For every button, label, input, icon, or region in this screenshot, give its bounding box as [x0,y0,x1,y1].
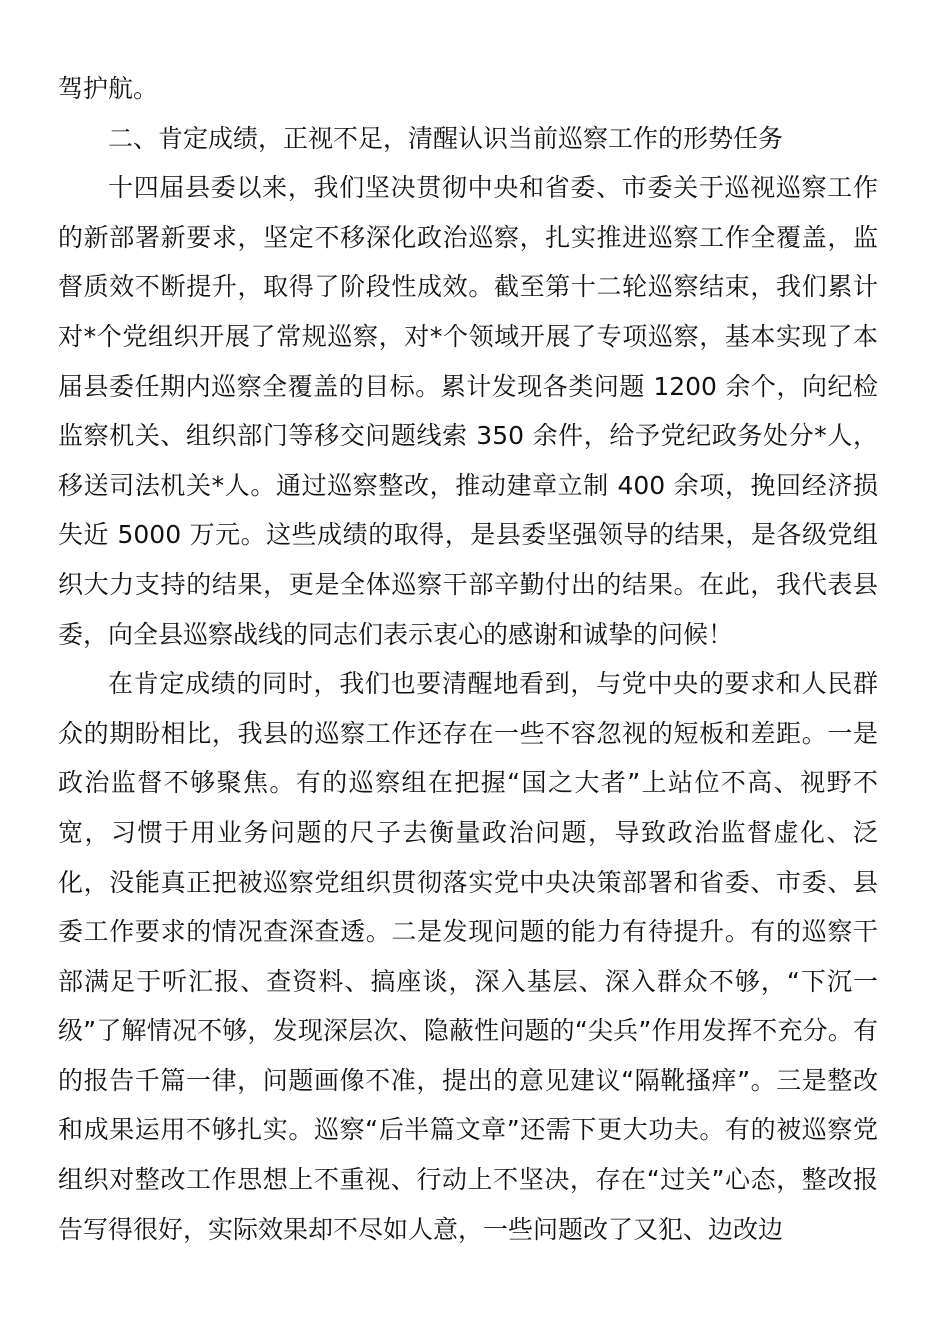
paragraph-achievements: 十四届县委以来，我们坚决贯彻中央和省委、市委关于巡视巡察工作的新部署新要求，坚定不移深化政治巡察，扎实推进巡察工作全覆盖，监督质效不断提升，取得了阶段性成效。截至第十二轮巡察结束，我们累计对*个党组织开展了常规巡察，对*个领域开展了专项巡察，基本实现了本届县委任期内巡察全覆盖的目标。累计发现各类问题 1200 余个，向纪检监察机关、组织部门等移交问题线索 350 余件，给予党纪政务处分*人，移送司法机关*人。通过巡察整改，推动建章立制 400 余项，挽回经济损失近 5000 万元。这些成绩的取得，是县委坚强领导的结果，是各级党组织大力支持的结果，更是全体巡察干部辛勤付出的结果。在此，我代表县委，向全县巡察战线的同志们表示衷心的感谢和诚挚的问候！ [58,173,878,649]
paragraph-continuation: 驾护航。 [58,74,159,103]
section-heading: 二、肯定成绩，正视不足，清醒认识当前巡察工作的形势任务 [108,123,784,153]
paragraph-shortcomings: 在肯定成绩的同时，我们也要清醒地看到，与党中央的要求和人民群众的期盼相比，我县的巡察工作还存在一些不容忽视的短板和差距。一是政治监督不够聚焦。有的巡察组在把握“国之大者”上站位不高、视野不宽，习惯于用业务问题的尺子去衡量政治问题，导致政治监督虚化、泛化，没能真正把被巡察党组织贯彻落实党中央决策部署和省委、市委、县委工作要求的情况查深查透。二是发现问题的能力有待提升。有的巡察干部满足于听汇报、查资料、搞座谈，深入基层、深入群众不够，“下沉一级”了解情况不够，发现深层次、隐蔽性问题的“尖兵”作用发挥不充分。有的报告千篇一律，问题画像不准，提出的意见建议“隔靴搔痒”。三是整改和成果运用不够扎实。巡察“后半篇文章”还需下更大功夫。有的被巡察党组织对整改工作思想上不重视、行动上不坚决，存在“过关”心态，整改报告写得很好，实际效果却不尽如人意，一些问题改了又犯、边改边 [58,669,878,1244]
